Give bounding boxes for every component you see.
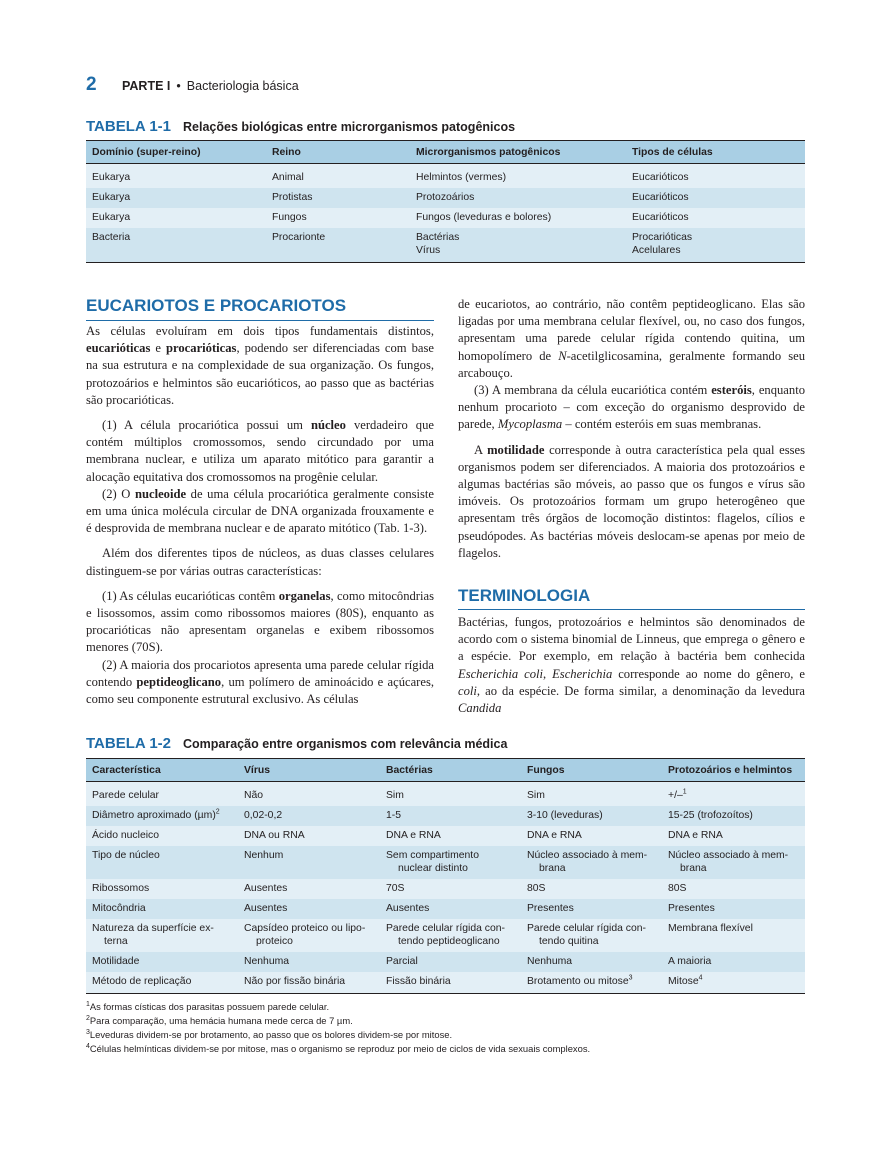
table-cell xyxy=(662,846,805,879)
table-cell xyxy=(521,972,662,994)
table-cell: 70S xyxy=(380,879,521,899)
right-column xyxy=(458,296,805,562)
table-cell: Presentes xyxy=(521,899,662,919)
table-cell xyxy=(662,782,805,807)
bold-term: esteróis xyxy=(711,383,752,398)
cell-text: Capsídeo proteico ou lipo- xyxy=(244,923,366,934)
paragraph xyxy=(86,323,434,409)
table-cell: Protozoários xyxy=(410,188,626,208)
bold-term: peptideoglicano xyxy=(136,674,222,689)
paragraph xyxy=(458,296,805,382)
table-row xyxy=(86,919,805,952)
table-cell: Fungos xyxy=(266,208,410,228)
table-row xyxy=(86,228,805,263)
footnote-ref: 1 xyxy=(682,788,687,796)
table-cell: Não xyxy=(238,782,380,807)
table1-header-row xyxy=(86,141,805,164)
cell-text: Núcleo associado à mem- xyxy=(668,850,789,861)
table-cell: 80S xyxy=(662,879,805,899)
table-cell: Nenhum xyxy=(238,846,380,879)
bold-term: motilidade xyxy=(487,442,545,457)
table-cell xyxy=(86,806,238,826)
table1-label: TABELA 1-1 xyxy=(86,118,172,135)
table-row xyxy=(86,952,805,972)
table1-header-cell: Domínio (super-reino) xyxy=(86,141,266,164)
text-run: (2) A maioria dos procariotos apresenta uma parede celular rígida contendo xyxy=(86,657,434,689)
footnote-text: Células helmínticas dividem-se por mitose, mas o organismo se reproduz por meio de ciclos de vida sexuais complexos. xyxy=(89,1043,591,1054)
table2-header-cell: Bactérias xyxy=(380,759,521,782)
cell-text: terna xyxy=(104,936,128,947)
left-column xyxy=(86,323,434,708)
table1-title: Relações biológicas entre microrganismos patogênicos xyxy=(183,120,516,134)
text-run: , podendo ser diferenciadas com base na sua estrutura e na complexidade de sua organização. Os fungos, protozoários e helmintos são eucarióticos, ao passo que as bactérias são procarióticas. xyxy=(86,341,434,407)
heading-rule xyxy=(86,320,434,321)
table1-caption xyxy=(86,118,515,135)
text-run: Bactérias, fungos, protozoários e helmintos são denominados de acordo com o sistema binomial de Linneus, que emprega o gênero e a espécie. Por exemplo, em relação à bactéria bem conhecida xyxy=(458,615,805,664)
header-separator: • xyxy=(176,79,181,93)
table2-header-cell: Fungos xyxy=(521,759,662,782)
cell-text: Parede celular rígida con- xyxy=(386,923,505,934)
table-cell: Nenhuma xyxy=(521,952,662,972)
italic-term: Mycoplasma xyxy=(497,417,563,432)
paragraph xyxy=(458,382,805,434)
table-row xyxy=(86,188,805,208)
table-row xyxy=(86,164,805,189)
terminology-text xyxy=(458,614,805,717)
footnote-text: Leveduras dividem-se por brotamento, ao passo que os bolores dividem-se por mitose. xyxy=(89,1029,453,1040)
text-run: (1) A célula procariótica possui um xyxy=(102,418,311,433)
table-cell xyxy=(380,919,521,952)
bold-term: núcleo xyxy=(310,418,346,433)
footnote-number: 1 xyxy=(86,1000,90,1008)
cell-text: Diâmetro aproximado (µm) xyxy=(92,810,216,821)
table-cell: 0,02-0,2 xyxy=(238,806,380,826)
table-cell: DNA ou RNA xyxy=(238,826,380,846)
table-cell: Parcial xyxy=(380,952,521,972)
table2-footnotes xyxy=(86,1000,590,1056)
table-cell: Fungos (leveduras e bolores) xyxy=(410,208,626,228)
table-row xyxy=(86,782,805,807)
table-cell xyxy=(626,228,805,263)
table-cell: 15-25 (trofozoítos) xyxy=(662,806,805,826)
table-row xyxy=(86,806,805,826)
table-cell: Nenhuma xyxy=(238,952,380,972)
table-cell: Helmintos (vermes) xyxy=(410,164,626,189)
table-row xyxy=(86,826,805,846)
section-heading-terminologia: TERMINOLOGIA xyxy=(458,586,591,605)
footnote xyxy=(86,1014,590,1028)
paragraph xyxy=(458,442,805,562)
table-cell: Parede celular xyxy=(86,782,238,807)
table2-label: TABELA 1-2 xyxy=(86,735,172,752)
table-row xyxy=(86,879,805,899)
text-run: corresponde ao nome do gênero, e xyxy=(612,666,805,681)
table2 xyxy=(86,758,805,994)
footnote-ref: 2 xyxy=(215,808,220,816)
table-cell: Fissão binária xyxy=(380,972,521,994)
cell-text: Acelulares xyxy=(632,245,681,256)
footnote-text: As formas císticas dos parasitas possuem parede celular. xyxy=(89,1001,330,1012)
text-run: , ao da espécie. De forma similar, a denominação da levedura xyxy=(476,683,805,698)
table1-header-cell: Microrganismos patogênicos xyxy=(410,141,626,164)
text-run: , xyxy=(543,666,553,681)
table-cell: Método de replicação xyxy=(86,972,238,994)
table-cell xyxy=(380,846,521,879)
text-run: (1) As células eucarióticas contêm xyxy=(102,588,279,603)
table-cell: A maioria xyxy=(662,952,805,972)
table1-header-cell: Tipos de células xyxy=(626,141,805,164)
table-cell: Não por fissão binária xyxy=(238,972,380,994)
italic-term: N xyxy=(558,348,567,363)
table-cell: Eucarióticos xyxy=(626,164,805,189)
text-run: verdadeiro que contém múltiplos cromossomos, sendo circundado por uma membrana nuclear, e utiliza um aparato mitótico para garantir a alocação equitativa dos cromossomos na progênie celular. xyxy=(86,418,434,484)
heading-rule xyxy=(458,609,805,610)
running-header xyxy=(86,74,299,96)
cell-text: Núcleo associado à mem- xyxy=(527,850,648,861)
footnote-text: Para comparação, uma hemácia humana mede cerca de 7 µm. xyxy=(89,1015,353,1026)
cell-text: Natureza da superfície ex- xyxy=(92,923,214,934)
cell-text: Sem compartimento xyxy=(386,850,479,861)
text-run: de eucariotos, ao contrário, não contêm peptideoglicano. Elas são ligadas por uma membrana celular flexível, ou, no caso dos fungos, apresentam uma parede celular rígida contendo quitina, um homopolímero de xyxy=(458,297,805,363)
footnote xyxy=(86,1042,590,1056)
cell-text: nuclear distinto xyxy=(398,863,468,874)
table2-header-cell: Característica xyxy=(86,759,238,782)
cell-text: Bactérias xyxy=(416,232,460,243)
table2-header-row xyxy=(86,759,805,782)
table-cell: Ausentes xyxy=(380,899,521,919)
cell-text: Brotamento ou mitose xyxy=(527,976,629,987)
footnote xyxy=(86,1000,590,1014)
part-label: PARTE I xyxy=(122,79,171,93)
text-run: , como mitocôndrias e lisossomos, assim como ribossomos maiores (80S), enquanto as procarióticas não apresentam organelas e exibem ribossomos menores (70S). xyxy=(86,588,434,655)
cell-text: tendo quitina xyxy=(539,936,599,947)
bold-term: procarióticas xyxy=(166,341,237,356)
text-run: – contém esteróis em suas membranas. xyxy=(562,417,762,432)
text-run: (3) A membrana da célula eucariótica contém xyxy=(474,383,712,398)
page-number: 2 xyxy=(86,74,97,95)
table-cell: DNA e RNA xyxy=(380,826,521,846)
paragraph xyxy=(86,657,434,709)
cell-text: Vírus xyxy=(416,245,441,256)
footnote-number: 3 xyxy=(86,1028,90,1036)
table-cell: Ribossomos xyxy=(86,879,238,899)
text-run: de uma célula procariótica geralmente consiste em uma única molécula circular de DNA organizada frouxamente e é desprovida de membrana nuclear e de aparato mitótico (Tab. 1-3). xyxy=(86,486,435,536)
table2-header-cell: Vírus xyxy=(238,759,380,782)
cell-text: +/– xyxy=(668,790,683,801)
table1 xyxy=(86,140,805,263)
table-row xyxy=(86,846,805,879)
footnote xyxy=(86,1028,590,1042)
table-cell xyxy=(238,919,380,952)
table-cell xyxy=(521,919,662,952)
table-cell: Presentes xyxy=(662,899,805,919)
text-run: A xyxy=(474,442,488,457)
table2-caption xyxy=(86,735,507,752)
paragraph xyxy=(86,486,434,538)
bold-term: nucleoide xyxy=(135,486,187,501)
table2-title: Comparação entre organismos com relevância médica xyxy=(183,737,508,751)
table-cell: Eucarióticos xyxy=(626,208,805,228)
table-cell xyxy=(410,228,626,263)
cell-text: proteico xyxy=(256,936,293,947)
italic-term: coli xyxy=(458,683,477,698)
table-row xyxy=(86,899,805,919)
text-run: , um polímero de aminoácido e açúcares, como seu componente estrutural exclusivo. As células xyxy=(86,674,434,707)
text-run: corresponde à outra característica pela qual esses organismos podem ser diferenciados. A maioria dos protozoários e algumas bactérias são móveis, ao passo que os fungos e vírus são imóveis. Os protozoários formam um grupo heterogêneo que apresentam três órgãos de locomoção distintos: flagelos, cílios e pseudópodes. As bactérias móveis deslocam-se apenas por meio de flagelos. xyxy=(458,442,805,560)
table-cell: Eukarya xyxy=(86,188,266,208)
table-cell: Mitocôndria xyxy=(86,899,238,919)
cell-text: Bacteria xyxy=(92,232,131,243)
table-row xyxy=(86,972,805,994)
table-cell: Animal xyxy=(266,164,410,189)
table-cell xyxy=(662,972,805,994)
italic-term: Escherichia xyxy=(552,666,613,681)
paragraph xyxy=(86,588,434,657)
table1-header-cell: Reino xyxy=(266,141,410,164)
table-cell: 80S xyxy=(521,879,662,899)
table-cell: 3-10 (leveduras) xyxy=(521,806,662,826)
table-cell: Membrana flexível xyxy=(662,919,805,952)
table-cell: 1-5 xyxy=(380,806,521,826)
paragraph: Além dos diferentes tipos de núcleos, as duas classes celulares distinguem-se por várias outras características: xyxy=(86,546,434,578)
table-cell: Eukarya xyxy=(86,164,266,189)
table-cell: DNA e RNA xyxy=(662,826,805,846)
text-run: -acetilglicosamina, geralmente formando seu arcabouço. xyxy=(458,348,805,380)
italic-term: Candida xyxy=(458,701,502,716)
table-cell xyxy=(86,919,238,952)
paragraph xyxy=(458,614,805,717)
table-cell: Ausentes xyxy=(238,899,380,919)
table-cell: Sim xyxy=(521,782,662,807)
table-cell xyxy=(86,228,266,263)
footnote-number: 2 xyxy=(86,1014,90,1022)
cell-text: Parede celular rígida con- xyxy=(527,923,646,934)
table-row xyxy=(86,208,805,228)
footnote-number: 4 xyxy=(86,1042,90,1050)
table-cell: Ácido nucleico xyxy=(86,826,238,846)
table-cell xyxy=(521,846,662,879)
cell-text: brana xyxy=(680,863,707,874)
bold-term: organelas xyxy=(278,588,331,603)
italic-term: Escherichia coli xyxy=(458,666,543,681)
table-cell: Sim xyxy=(380,782,521,807)
cell-text: Procarióticas xyxy=(632,232,693,243)
part-subtitle: Bacteriologia básica xyxy=(186,79,299,93)
text-run: e xyxy=(150,341,167,356)
table-cell xyxy=(266,228,410,263)
cell-text: Procarionte xyxy=(272,232,326,243)
cell-text: tendo peptideoglicano xyxy=(398,936,500,947)
bold-term: eucarióticas xyxy=(86,341,151,356)
table-cell: DNA e RNA xyxy=(521,826,662,846)
table-cell: Ausentes xyxy=(238,879,380,899)
table-cell: Motilidade xyxy=(86,952,238,972)
table2-header-cell: Protozoários e helmintos xyxy=(662,759,805,782)
table-cell: Eucarióticos xyxy=(626,188,805,208)
cell-text: Mitose xyxy=(668,976,699,987)
table-cell: Eukarya xyxy=(86,208,266,228)
text-run: (2) O xyxy=(102,486,135,501)
text-run: , enquanto nenhum procarioto – com exceção do organismo desprovido de parede, xyxy=(458,383,805,432)
table-cell: Protistas xyxy=(266,188,410,208)
section-heading-eucariotos: EUCARIOTOS E PROCARIOTOS xyxy=(86,296,347,315)
footnote-ref: 3 xyxy=(628,974,633,982)
cell-text: brana xyxy=(539,863,566,874)
paragraph xyxy=(86,417,434,486)
footnote-ref: 4 xyxy=(698,974,703,982)
text-run: As células evoluíram em dois tipos fundamentais distintos, xyxy=(86,324,434,338)
table-cell: Tipo de núcleo xyxy=(86,846,238,879)
